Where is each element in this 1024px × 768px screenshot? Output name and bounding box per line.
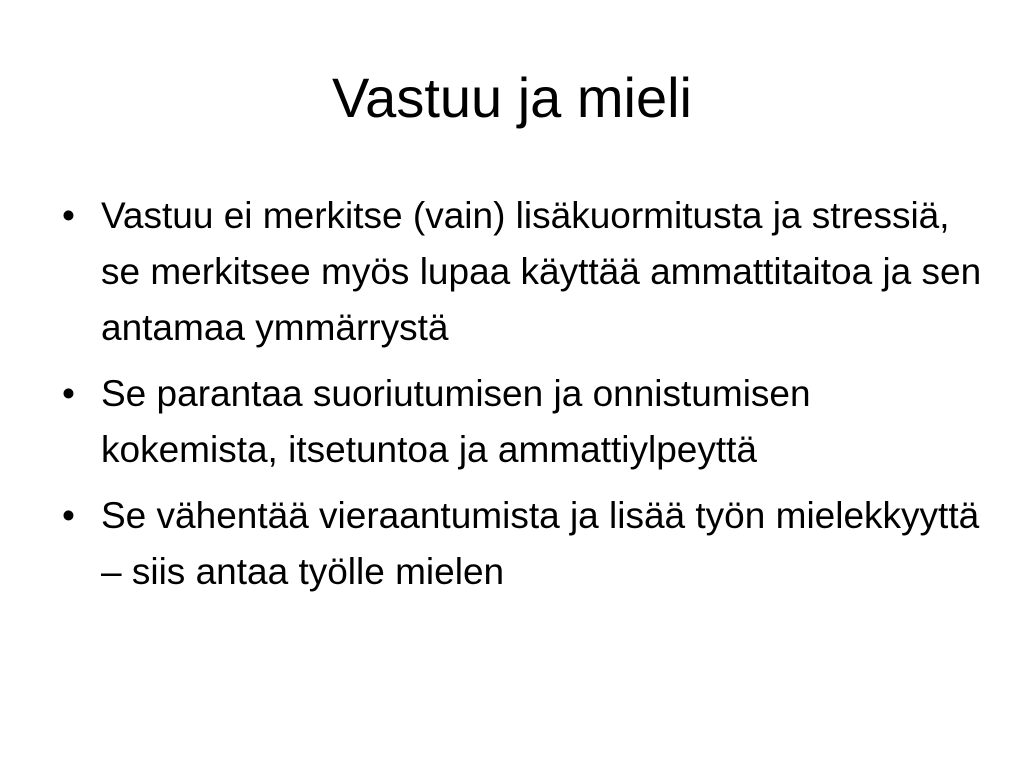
bullet-icon: • [62, 195, 75, 236]
bullet-icon: • [62, 495, 75, 536]
slide-title: Vastuu ja mieli [331, 66, 692, 129]
bullet-text: Se parantaa suoriutumisen ja onnistumisen kokemista, itsetuntoa ja ammattiylpeyttä [101, 373, 811, 470]
list-item [62, 366, 992, 478]
bullet-text: Se vähentää vieraantumista ja lisää työn mielekkyyttä – siis antaa työlle mielen [101, 495, 980, 592]
bullet-text: Vastuu ei merkitse (vain) lisäkuormitusta ja stressiä, se merkitsee myös lupaa käyttää ammattitaitoa ja sen antamaa ymmärrystä [101, 195, 982, 348]
bullet-icon: • [62, 373, 75, 414]
bullet-list [62, 188, 992, 610]
list-item [62, 488, 992, 600]
list-item [62, 188, 992, 356]
